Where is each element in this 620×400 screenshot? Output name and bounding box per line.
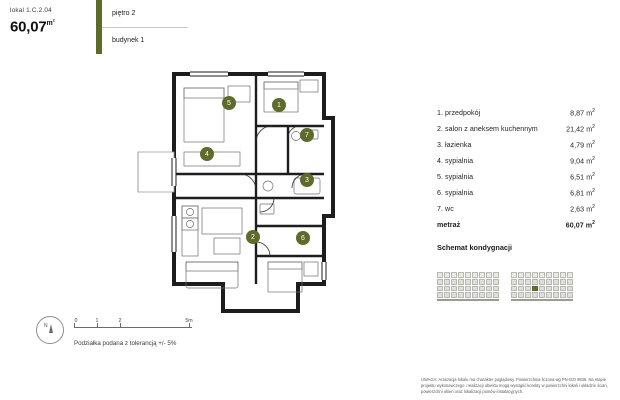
scheme-unit-cell [465, 286, 471, 292]
scale-line [74, 327, 192, 328]
room-area: 21,42 $m^2$ [566, 123, 595, 134]
room-area: 9,04 $m^2$ [570, 155, 595, 166]
scheme-unit-cell [511, 286, 517, 292]
room-name: 2. salon z aneksem kuchennym [437, 125, 538, 134]
scheme-unit-cell [451, 279, 457, 285]
room-name: 6. sypialnia [437, 189, 474, 198]
scheme-unit-cell [444, 286, 450, 292]
scheme-unit-cell [560, 286, 566, 292]
scheme-unit-cell [553, 279, 559, 285]
scheme-unit-cell [518, 286, 524, 292]
scheme-unit-cell [493, 286, 499, 292]
room-name: 1. przedpokój [437, 109, 481, 118]
scheme-unit-cell [472, 272, 478, 278]
room-list-item [437, 140, 595, 149]
floorplan-drawing [128, 66, 378, 316]
scheme-unit-cell [560, 272, 566, 278]
building-label: budynek 1 [112, 37, 145, 45]
compass-north-label: N [44, 323, 48, 329]
room-name: 7. wc [437, 205, 454, 214]
scheme-unit-cell [532, 279, 538, 285]
scheme-unit-cell [486, 286, 492, 292]
unit-area-value: 60,07 [10, 18, 47, 36]
scheme-unit-cell [472, 279, 478, 285]
header [0, 0, 188, 54]
scheme-unit-cell [465, 272, 471, 278]
building-base [511, 299, 573, 301]
scheme-unit-cell [458, 279, 464, 285]
scheme-unit-cell [486, 272, 492, 278]
room-list-item [437, 188, 595, 197]
building-scheme-left [437, 272, 499, 298]
scheme-unit-cell [437, 286, 443, 292]
room-marker-7: 7 [300, 128, 314, 142]
scale-label: 5m [185, 318, 193, 324]
room-list [437, 108, 595, 236]
scheme-unit-cell [560, 292, 566, 298]
room-marker-4: 4 [200, 147, 214, 161]
room-marker-2: 2 [246, 230, 260, 244]
room-area: 2,63 $m^2$ [570, 203, 595, 214]
scheme-unit-cell [546, 292, 552, 298]
scale-label: 2 [118, 318, 122, 324]
scheme-unit-cell [525, 272, 531, 278]
room-name: 3. łazienka [437, 141, 472, 150]
scheme-unit-cell [567, 279, 573, 285]
building-scheme-right [511, 272, 573, 298]
scheme-unit-cell [465, 292, 471, 298]
unit-area-unit: m2 [46, 18, 55, 28]
scheme-unit-cell [444, 272, 450, 278]
scheme-unit-cell [465, 279, 471, 285]
scheme-unit-cell [486, 292, 492, 298]
scheme-unit-cell [567, 292, 573, 298]
room-list-item [437, 156, 595, 165]
building-base [437, 299, 499, 301]
scheme-unit-cell [444, 292, 450, 298]
scheme-unit-cell [539, 286, 545, 292]
disclaimer-text: UWAGA: Aranżacja lokalu ma charakter poglądowy. Powierzchnia liczona wg PN-ISO 9836. Na etapie projektu wykonawczego i realizacji obiektu mogą wystąpić korekty w powierzchni lokali i układzie ścian, powierzchni okien oraz lokalizacji pionów instalacyjnych. [421, 377, 608, 395]
scheme-unit-cell [511, 272, 517, 278]
scheme-unit-cell [458, 286, 464, 292]
scheme-unit-cell [518, 279, 524, 285]
scheme-unit-cell [539, 272, 545, 278]
scheme-unit-cell [511, 292, 517, 298]
scheme-unit-cell [472, 286, 478, 292]
room-marker-6: 6 [296, 231, 310, 245]
scale-note: Podziałka podana z tolerancją +/- 5% [74, 340, 177, 347]
scheme-unit-cell [458, 292, 464, 298]
room-list-item [437, 124, 595, 133]
scheme-unit-cell [479, 279, 485, 285]
unit-code: lokal 1.C.2.04 [10, 7, 52, 14]
room-name: 5. sypialnia [437, 173, 474, 182]
room-marker-3: 3 [300, 173, 314, 187]
unit-summary [0, 0, 102, 54]
scheme-unit-cell [472, 292, 478, 298]
scheme-unit-cell [493, 279, 499, 285]
scale-ruler [74, 318, 192, 332]
scheme-unit-cell [525, 286, 531, 292]
scheme-unit-cell [532, 292, 538, 298]
scheme-unit-cell [511, 279, 517, 285]
scheme-unit-cell [458, 272, 464, 278]
floor-scheme-title: Schemat kondygnacji [437, 243, 513, 252]
compass-arrow-icon [49, 324, 53, 333]
scheme-unit-cell [560, 279, 566, 285]
scheme-unit-cell [546, 272, 552, 278]
scheme-unit-cell [493, 292, 499, 298]
scheme-unit-cell [437, 272, 443, 278]
floorplan [128, 66, 378, 316]
scheme-unit-cell [567, 272, 573, 278]
scheme-unit-cell [525, 292, 531, 298]
room-list-item [437, 172, 595, 181]
scheme-unit-cell [437, 279, 443, 285]
scheme-unit-cell [567, 286, 573, 292]
scheme-unit-cell [486, 279, 492, 285]
scheme-unit-cell [437, 292, 443, 298]
room-area: 8,87 $m^2$ [570, 108, 595, 118]
header-meta [102, 0, 188, 54]
total-label: metraż [437, 221, 461, 230]
scale-label: 1 [95, 318, 99, 324]
scheme-unit-cell [479, 292, 485, 298]
room-list-total [437, 220, 595, 229]
scheme-unit-cell [451, 272, 457, 278]
room-area: 4,79 $m^2$ [570, 139, 595, 150]
scheme-unit-cell [546, 279, 552, 285]
scheme-unit-cell [479, 286, 485, 292]
scheme-unit-cell [518, 292, 524, 298]
scheme-unit-cell [525, 279, 531, 285]
room-marker-1: 1 [272, 98, 286, 112]
room-area: 6,81 $m^2$ [570, 187, 595, 198]
room-name: 4. sypialnia [437, 157, 474, 166]
scheme-unit-cell [553, 272, 559, 278]
scheme-unit-cell [532, 272, 538, 278]
compass-icon [36, 316, 64, 344]
scheme-unit-cell [451, 286, 457, 292]
scheme-unit-cell [546, 286, 552, 292]
scheme-unit-cell [539, 279, 545, 285]
scheme-unit-cell [493, 272, 499, 278]
room-marker-5: 5 [222, 96, 236, 110]
scheme-unit-cell [479, 272, 485, 278]
scheme-unit-cell [451, 292, 457, 298]
scale-label: 0 [74, 318, 78, 324]
unit-area [10, 18, 88, 35]
room-area: 6,51 $m^2$ [570, 171, 595, 182]
scheme-unit-cell [553, 292, 559, 298]
room-list-item [437, 204, 595, 213]
total-area: 60,07 $m^2$ [565, 219, 595, 230]
room-list-item [437, 108, 595, 117]
scheme-unit-cell [518, 272, 524, 278]
scheme-unit-cell [444, 279, 450, 285]
floor-scheme [437, 272, 573, 298]
floor-label: piętro 2 [102, 0, 188, 28]
scheme-unit-cell [532, 286, 538, 292]
scheme-unit-cell [539, 292, 545, 298]
scheme-unit-cell [553, 286, 559, 292]
